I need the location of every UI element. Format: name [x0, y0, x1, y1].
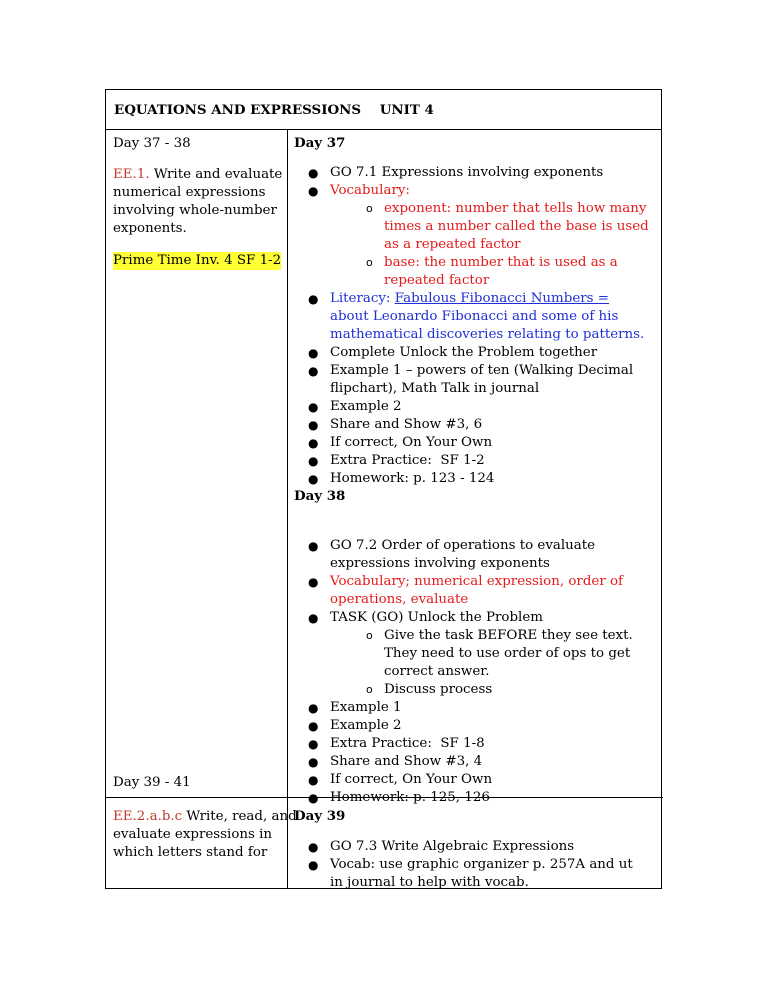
column-divider: [287, 130, 288, 888]
list-item: Example 1: [330, 700, 402, 715]
list-item: Share and Show #3, 4: [330, 754, 483, 769]
list-item: Complete Unlock the Problem together: [330, 345, 598, 360]
literacy-line: mathematical discoveries relating to patterns.: [330, 327, 645, 342]
standard-ee2-line: which letters stand for: [113, 845, 268, 860]
literacy-line: about Leonardo Fibonacci and some of his: [330, 309, 619, 324]
sub-item: Give the task BEFORE they see text.: [384, 628, 633, 643]
standard-ee1: EE.1. Write and evaluate: [113, 167, 283, 182]
list-item-line: in journal to help with vocab.: [330, 875, 529, 890]
prime-time-reference: Prime Time Inv. 4 SF 1-2: [113, 253, 282, 268]
bullet-icon: ●: [308, 454, 319, 468]
standard-code: EE.1.: [113, 167, 150, 182]
list-item: Homework: p. 125, 126: [330, 790, 490, 805]
bullet-icon: ●: [308, 737, 319, 751]
day-37-heading: Day 37: [294, 135, 346, 151]
literacy-item: Literacy: Fabulous Fibonacci Numbers =: [330, 291, 609, 306]
bullet-icon: ●: [308, 791, 319, 805]
bullet-icon: ●: [308, 184, 319, 198]
sub-item-line: as a repeated factor: [384, 237, 521, 252]
days-39-41-label: Day 39 - 41: [113, 775, 191, 790]
list-item: Share and Show #3, 6: [330, 417, 483, 432]
bullet-icon: ●: [308, 575, 319, 589]
list-item: Vocabulary; numerical expression, order of: [330, 574, 623, 589]
list-item-line: expressions involving exponents: [330, 556, 550, 571]
standard-ee2-line: evaluate expressions in: [113, 827, 273, 842]
standard-code: EE.2.a.b.c: [113, 809, 183, 824]
list-item: If correct, On Your Own: [330, 772, 493, 787]
list-item: GO 7.2 Order of operations to evaluate: [330, 538, 596, 553]
list-item: Example 1 – powers of ten (Walking Decimal: [330, 363, 634, 378]
bullet-icon: ●: [308, 436, 319, 450]
list-item: If correct, On Your Own: [330, 435, 493, 450]
unit-title: EQUATIONS AND EXPRESSIONS UNIT 4: [114, 102, 434, 118]
sub-item: Discuss process: [384, 682, 493, 697]
sub-item: base: the number that is used as a: [384, 255, 618, 270]
bullet-icon: ●: [308, 418, 319, 432]
list-item: Extra Practice: SF 1-8: [330, 736, 485, 751]
list-item: Vocab: use graphic organizer p. 257A and ut: [330, 857, 633, 872]
sub-item-line: They need to use order of ops to get: [384, 646, 631, 661]
sub-item-line: times a number called the base is used: [384, 219, 649, 234]
bullet-icon: ●: [308, 472, 319, 486]
fibonacci-link[interactable]: Fabulous Fibonacci Numbers =: [394, 291, 609, 306]
list-item: GO 7.3 Write Algebraic Expressions: [330, 839, 575, 854]
bullet-icon: ●: [308, 719, 319, 733]
list-item: Example 2: [330, 399, 402, 414]
bullet-icon: ●: [308, 611, 319, 625]
bullet-icon: ●: [308, 701, 319, 715]
sub-item: exponent: number that tells how many: [384, 201, 647, 216]
circle-bullet-icon: o: [366, 256, 373, 269]
bullet-icon: ●: [308, 858, 319, 872]
table-header-row: [106, 90, 661, 130]
circle-bullet-icon: o: [366, 629, 373, 642]
circle-bullet-icon: o: [366, 683, 373, 696]
bullet-icon: ●: [308, 364, 319, 378]
list-item: Extra Practice: SF 1-2: [330, 453, 485, 468]
bullet-icon: ●: [308, 539, 319, 553]
bullet-icon: ●: [308, 400, 319, 414]
list-item: GO 7.1 Expressions involving exponents: [330, 165, 604, 180]
bullet-icon: ●: [308, 292, 319, 306]
sub-item-line: correct answer.: [384, 664, 490, 679]
day-38-heading: Day 38: [294, 488, 346, 504]
standard-ee1-line: exponents.: [113, 221, 187, 236]
bullet-icon: ●: [308, 840, 319, 854]
bullet-icon: ●: [308, 346, 319, 360]
list-item: Homework: p. 123 - 124: [330, 471, 495, 486]
list-item-line: flipchart), Math Talk in journal: [330, 381, 540, 396]
bullet-icon: ●: [308, 166, 319, 180]
list-item: Example 2: [330, 718, 402, 733]
bullet-icon: ●: [308, 755, 319, 769]
standard-ee1-line: involving whole-number: [113, 203, 277, 218]
standard-ee2: EE.2.a.b.c Write, read, and: [113, 809, 297, 824]
standard-ee1-line: numerical expressions: [113, 185, 266, 200]
list-item: TASK (GO) Unlock the Problem: [330, 610, 543, 625]
list-item: Vocabulary:: [330, 183, 410, 198]
bullet-icon: ●: [308, 773, 319, 787]
list-item-line: operations, evaluate: [330, 592, 469, 607]
day-39-heading: Day 39: [294, 808, 346, 824]
days-37-38-label: Day 37 - 38: [113, 136, 191, 151]
sub-item-line: repeated factor: [384, 273, 490, 288]
circle-bullet-icon: o: [366, 202, 373, 215]
row-divider: [106, 797, 287, 798]
